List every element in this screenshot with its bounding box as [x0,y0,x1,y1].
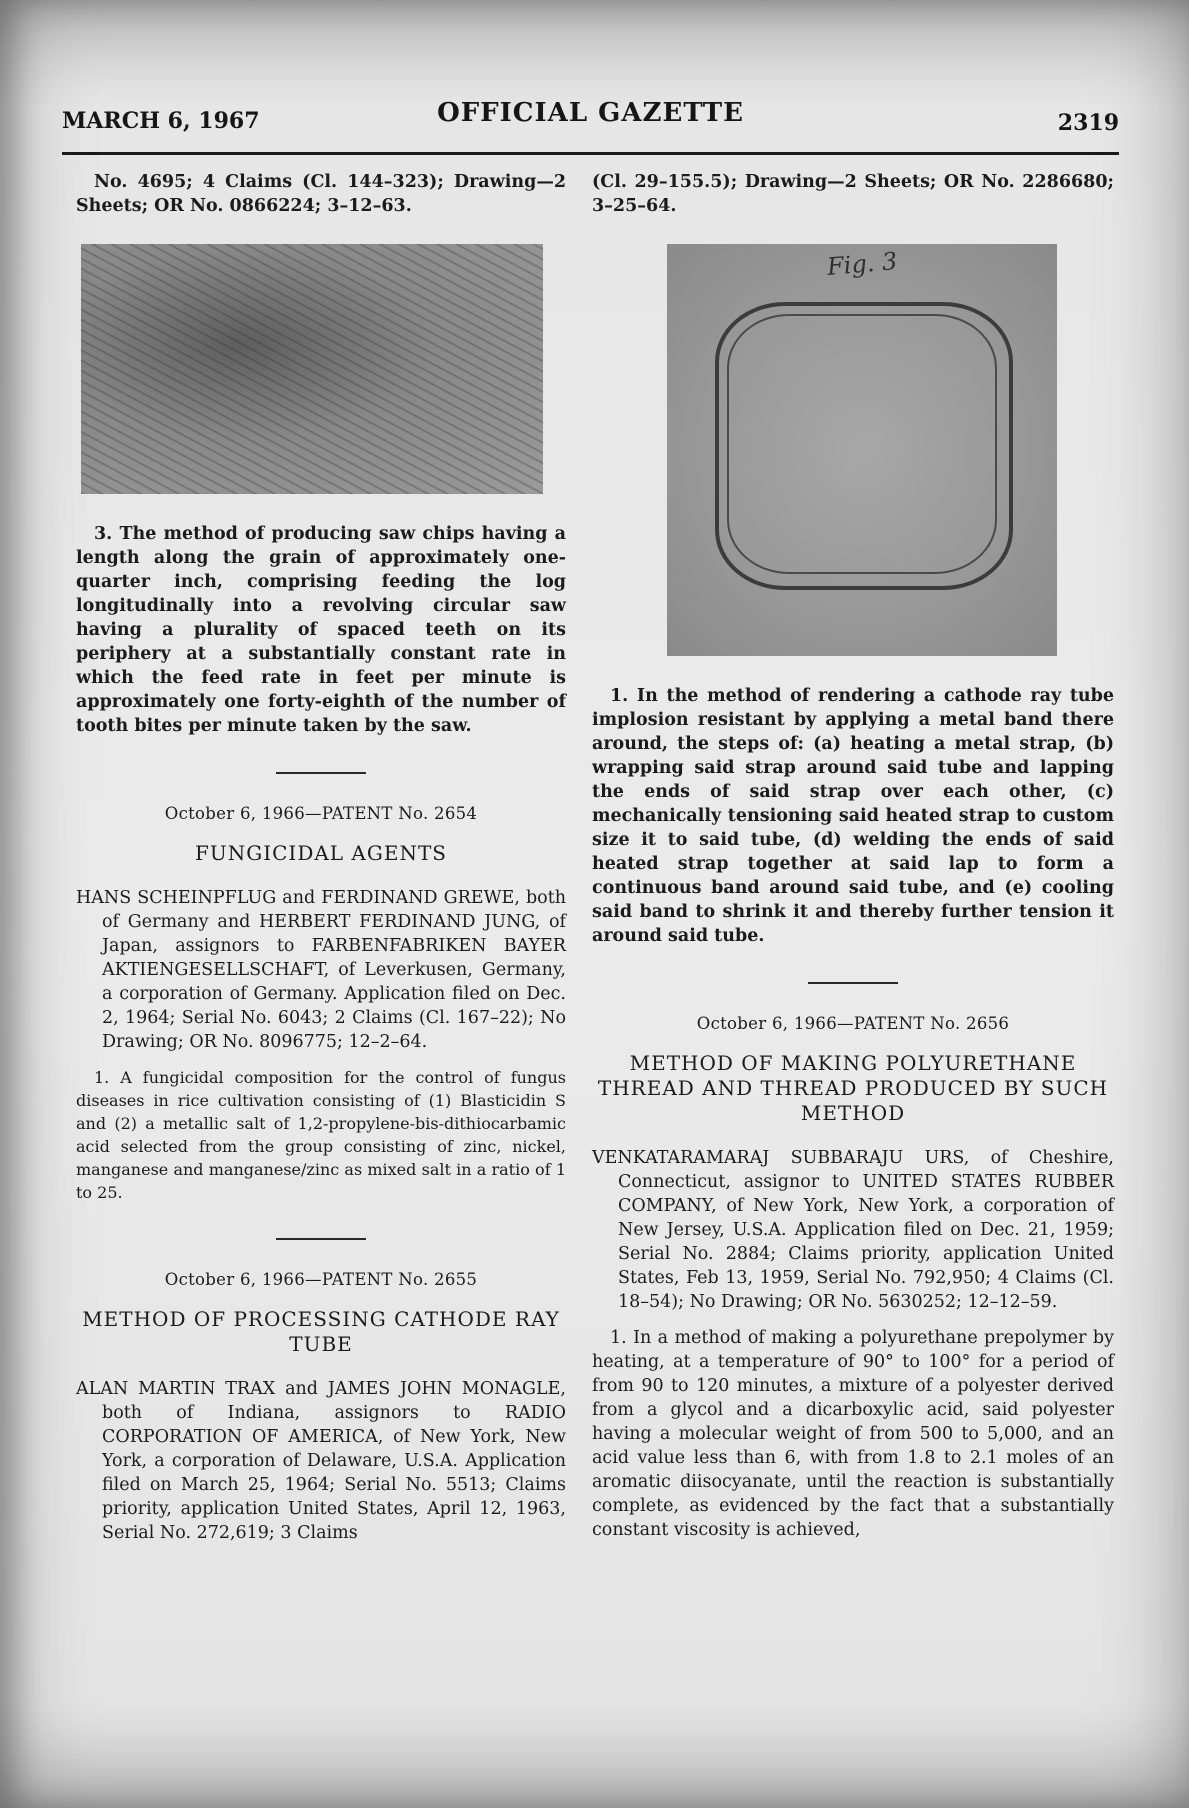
patent-2656-title: METHOD OF MAKING POLYURETHANE THREAD AND THREAD PRODUCED BY SUCH METHOD [597,1051,1109,1125]
header-title: OFFICIAL GAZETTE [437,98,744,128]
right-column [592,170,1114,1542]
header-rule [62,152,1119,155]
figure-label: Fig. 3 [825,246,899,282]
continuation-text-left: No. 4695; 4 Claims (Cl. 144–323); Drawing—2 Sheets; OR No. 0866224; 3–12–63. [76,172,566,216]
separator-rule [808,982,898,984]
patent-2656-claim: 1. In a method of making a polyurethane prepolymer by heating, at a temperature of 90° to 100° for a period of from 90 to 120 minutes, a mixture of a polyester derived from a glycol and a dicarboxylic acid, said polyester having a molecular weight of from 500 to 5,000, and an acid value less than 6, with from 1.8 to 2.1 moles of an aromatic diisocyanate, until the reaction is substantially complete, as evidenced by the fact that a substantially constant viscosity is achieved, [592,1328,1114,1540]
patent-2655-inventors: ALAN MARTIN TRAX and JAMES JOHN MONAGLE, both of Indiana, assignors to RADIO CORPORATION OF AMERICA, of New York, New York, a corporation of Delaware, U.S.A. Application filed on March 25, 1964; Serial No. 5513; Claims priority, application United States, April 12, 1963, Serial No. 272,619; 3 Claims [76,1379,566,1543]
separator-rule [276,1238,366,1240]
tube-inner-outline [727,314,997,574]
left-column [76,170,566,1545]
header-date: MARCH 6, 1967 [62,108,260,134]
patent-2654-claim: 1. A fungicidal composition for the control of fungus diseases in rice cultivation consisting of (1) Blasticidin S and (2) a metallic salt of 1,2-propylene-bis-dithiocarbamic acid selected from the group consisting of zinc, nickel, manganese and manganese/zinc as mixed salt in a ratio of 1 to 25. [76,1068,566,1202]
patent-2654-date: October 6, 1966—PATENT No. 2654 [164,804,478,823]
patent-2656-date: October 6, 1966—PATENT No. 2656 [696,1014,1010,1033]
patent-2655-title: METHOD OF PROCESSING CATHODE RAY TUBE [82,1307,560,1356]
patent-2655-date: October 6, 1966—PATENT No. 2655 [164,1270,478,1289]
page-header [62,96,1119,144]
patent-2654-inventors: HANS SCHEINPFLUG and FERDINAND GREWE, both of Germany and HERBERT FERDINAND JUNG, of Japan, assignors to FARBENFABRIKEN BAYER AKTIENGESELLSCHAFT, of Leverkusen, Germany, a corporation of Germany. Application filed on Dec. 2, 1964; Serial No. 6043; 2 Claims (Cl. 167–22); No Drawing; OR No. 8096775; 12–2–64. [76,888,566,1052]
saw-claim-text: 3. The method of producing saw chips having a length along the grain of approximately one-quarter inch, comprising feeding the log longitudinally into a revolving circular saw having a plurality of spaced teeth on its periphery at a substantially constant rate in which the feed rate in feet per minute is approximately one forty-eighth of the number of tooth bites per minute taken by the saw. [76,524,566,736]
continuation-text-right: (Cl. 29–155.5); Drawing—2 Sheets; OR No. 2286680; 3–25–64. [592,172,1114,216]
page-number: 2319 [1057,110,1119,136]
patent-2654-title: FUNGICIDAL AGENTS [195,841,447,865]
saw-drawing-image [81,244,543,494]
separator-rule [276,772,366,774]
cathode-tube-drawing-image [667,244,1057,656]
patent-2656-inventors: VENKATARAMARAJ SUBBARAJU URS, of Cheshire, Connecticut, assignor to UNITED STATES RUBBER COMPANY, of New York, New York, a corporation of New Jersey, U.S.A. Application filed on Dec. 21, 1959; Serial No. 2884; Claims priority, application United States, Feb 13, 1959, Serial No. 792,950; 4 Claims (Cl. 18–54); No Drawing; OR No. 5630252; 12–12–59. [592,1148,1114,1312]
tube-claim-text: 1. In the method of rendering a cathode ray tube implosion resistant by applying a metal band there around, the steps of: (a) heating a metal strap, (b) wrapping said strap around said tube and lapping the ends of said strap over each other, (c) mechanically tensioning said heated strap to custom size it to said tube, (d) welding the ends of said heated strap together at said lap to form a continuous band around said tube, and (e) cooling said band to shrink it and thereby further tension it around said tube. [592,686,1114,946]
